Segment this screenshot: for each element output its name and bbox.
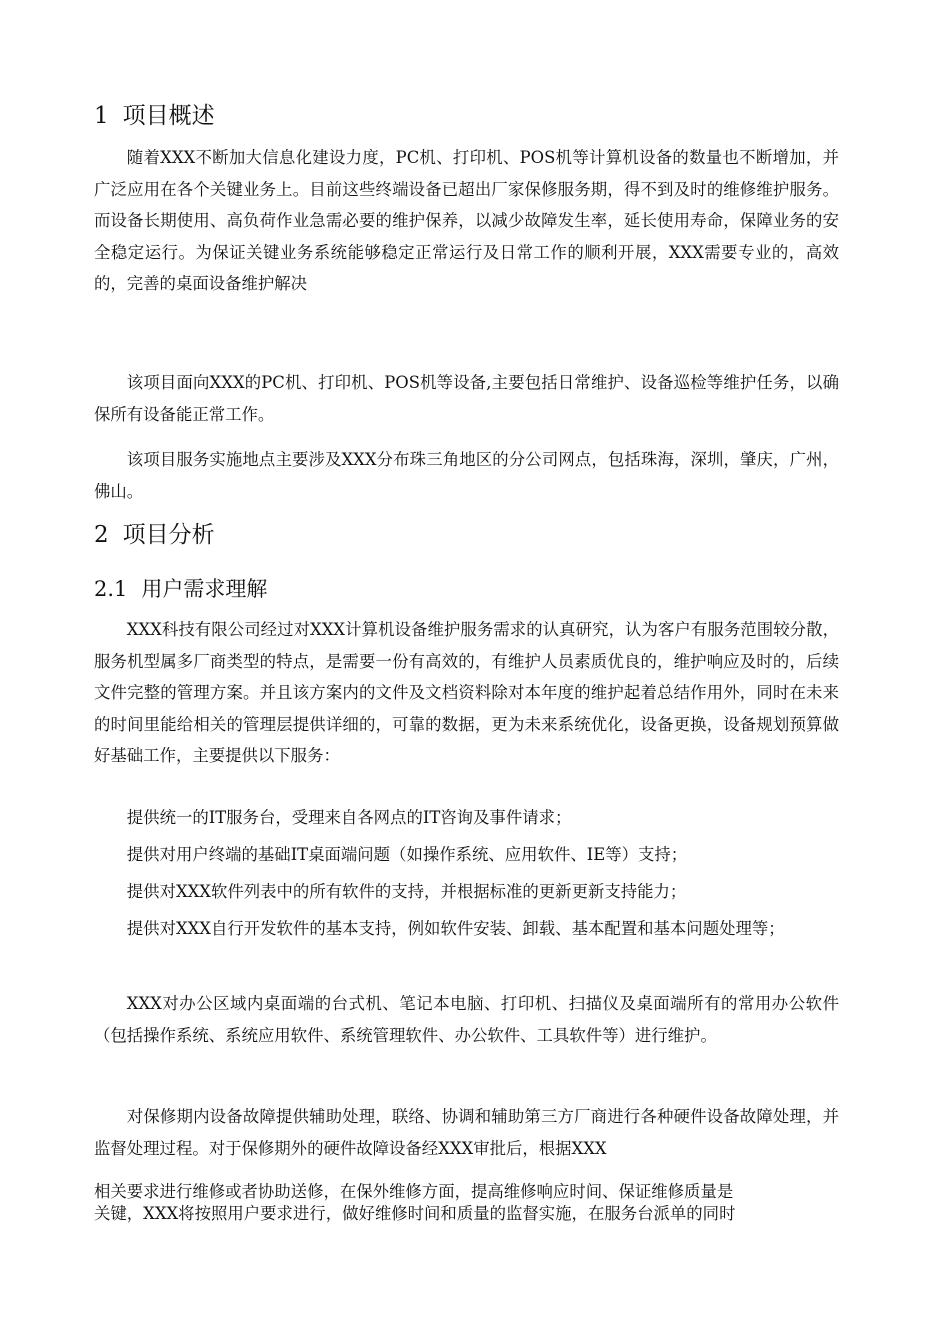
section-number: 2 [94,522,109,548]
paragraph: 该项目面向XXX的PC机、打印机、POS机等设备,主要包括日常维护、设备巡检等维护任务，以确保所有设备能正常工作。 [94,373,839,424]
paragraph: 随着XXX不断加大信息化建设力度，PC机、打印机、POS机等计算机设备的数量也不断增加，并广泛应用在各个关键业务上。目前这些终端设备已超出厂家保修服务期，得不到及时的维修维护服务。而设备长期使用、高负荷作业急需必要的维护保养，以减少故障发生率，延长使用寿命，保障业务的安全稳定运行。为保证关键业务系统能够稳定正常运行及日常工作的顺利开展，XXX需要专业的，高效的，完善的桌面设备维护解决 [94,148,839,293]
paragraph: XXX对办公区域内桌面端的台式机、笔记本电脑、打印机、扫描仪及桌面端所有的常用办公软件（包括操作系统、系统应用软件、系统管理软件、办公软件、工具软件等）进行维护。 [94,994,839,1045]
section-title: 项目概述 [122,103,215,129]
subsection-title: 用户需求理解 [141,577,268,601]
paragraph: 提供统一的IT服务台，受理来自各网点的IT咨询及事件请求； [126,808,572,827]
subsection-number: 2.1 [94,577,128,601]
paragraph: 提供对XXX自行开发软件的基本支持，例如软件安装、卸载、基本配置和基本问题处理等； [126,919,785,938]
paragraph-line: 关键，XXX将按照用户要求进行，做好维修时间和质量的监督实施，在服务台派单的同时 [94,1204,736,1223]
paragraph-line: 相关要求进行维修或者协助送修，在保外维修方面，提高维修响应时间、保证维修质量是 [94,1182,734,1201]
paragraph: 提供对XXX软件列表中的所有软件的支持，并根据标准的更新更新支持能力； [126,882,687,901]
paragraph: 提供对用户终端的基础IT桌面端问题（如操作系统、应用软件、IE等）支持； [126,845,688,864]
section-number: 1 [94,103,109,129]
section-title: 项目分析 [122,522,215,548]
section-1-heading [94,101,215,131]
section-2-heading [94,520,215,550]
paragraph: XXX科技有限公司经过对XXX计算机设备维护服务需求的认真研究，认为客户有服务范围较分散，服务机型属多厂商类型的特点，是需要一份有高效的，有维护人员素质优良的，维护响应及时的，后续文件完整的管理方案。并且该方案内的文件及文档资料除对本年度的维护起着总结作用外，同时在未来的时间里能给相关的管理层提供详细的，可靠的数据，更为未来系统优化，设备更换，设备规划预算做好基础工作，主要提供以下服务： [94,620,839,765]
paragraph: 该项目服务实施地点主要涉及XXX分布珠三角地区的分公司网点，包括珠海，深圳，肇庆，广州，佛山。 [94,450,839,501]
paragraph: 对保修期内设备故障提供辅助处理，联络、协调和辅助第三方厂商进行各种硬件设备故障处理，并监督处理过程。对于保修期外的硬件故障设备经XXX审批后，根据XXX [94,1107,839,1158]
subsection-2-1-heading [94,575,267,603]
